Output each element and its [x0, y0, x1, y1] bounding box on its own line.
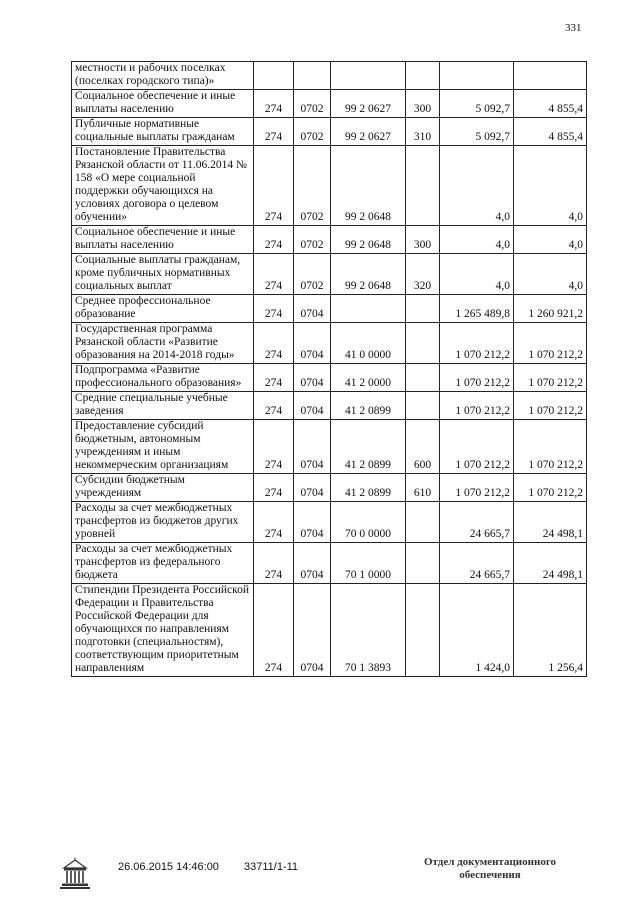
row-name-cell: Субсидии бюджетным учреждениям [72, 474, 254, 502]
row-article-code-cell: 99 2 0648 [331, 254, 406, 295]
row-name-cell: Публичные нормативные социальные выплаты гражданам [72, 118, 254, 146]
row-admin-code-cell: 274 [254, 474, 294, 502]
row-name-cell: Подпрограмма «Развитие профессионального образования» [72, 364, 254, 392]
table-row [72, 543, 587, 584]
row-section-code-cell: 0704 [294, 584, 331, 677]
table-row [72, 254, 587, 295]
row-article-code-cell: 70 1 0000 [331, 543, 406, 584]
table-row [72, 364, 587, 392]
row-name-cell: местности и рабочих поселках (поселках городского типа)» [72, 62, 254, 90]
row-admin-code-cell: 274 [254, 420, 294, 474]
row-article-code-cell: 99 2 0627 [331, 118, 406, 146]
row-expense-type-cell: 300 [406, 90, 440, 118]
row-admin-code-cell: 274 [254, 295, 294, 323]
row-admin-code-cell: 274 [254, 584, 294, 677]
row-amount-planned-cell: 24 665,7 [440, 502, 514, 543]
row-expense-type-cell: 300 [406, 226, 440, 254]
row-section-code-cell: 0704 [294, 323, 331, 364]
row-admin-code-cell: 274 [254, 392, 294, 420]
row-amount-planned-cell: 1 070 212,2 [440, 323, 514, 364]
table-row [72, 90, 587, 118]
row-expense-type-cell [406, 323, 440, 364]
duma-building-emblem-icon [58, 857, 92, 891]
row-section-code-cell: 0702 [294, 90, 331, 118]
row-amount-executed-cell: 4,0 [514, 226, 587, 254]
row-admin-code-cell: 274 [254, 543, 294, 584]
row-name-cell: Предоставление субсидий бюджетным, автономным учреждениям и иным некоммерческим организациям [72, 420, 254, 474]
row-section-code-cell: 0702 [294, 146, 331, 226]
row-name-cell: Социальное обеспечение и иные выплаты населению [72, 90, 254, 118]
row-amount-planned-cell: 5 092,7 [440, 90, 514, 118]
row-admin-code-cell: 274 [254, 254, 294, 295]
row-amount-executed-cell: 1 070 212,2 [514, 474, 587, 502]
row-amount-planned-cell: 5 092,7 [440, 118, 514, 146]
row-article-code-cell: 99 2 0648 [331, 146, 406, 226]
row-article-code-cell: 41 2 0899 [331, 392, 406, 420]
budget-table-body [72, 62, 587, 677]
row-name-cell: Расходы за счет межбюджетных трансфертов из бюджетов других уровней [72, 502, 254, 543]
print-timestamp: 26.06.2015 14:46:00 [118, 861, 219, 873]
row-amount-executed-cell: 1 070 212,2 [514, 364, 587, 392]
table-row [72, 392, 587, 420]
row-article-code-cell [331, 295, 406, 323]
table-row [72, 474, 587, 502]
row-article-code-cell: 99 2 0627 [331, 90, 406, 118]
row-amount-executed-cell: 24 498,1 [514, 543, 587, 584]
row-article-code-cell [331, 62, 406, 90]
row-amount-planned-cell: 1 070 212,2 [440, 420, 514, 474]
row-section-code-cell: 0704 [294, 364, 331, 392]
row-expense-type-cell [406, 543, 440, 584]
row-section-code-cell: 0704 [294, 392, 331, 420]
row-amount-executed-cell [514, 62, 587, 90]
row-admin-code-cell: 274 [254, 90, 294, 118]
row-admin-code-cell: 274 [254, 364, 294, 392]
row-article-code-cell: 41 2 0000 [331, 364, 406, 392]
row-expense-type-cell [406, 295, 440, 323]
department-stamp-line-1: Отдел документационного [423, 856, 557, 868]
row-section-code-cell: 0704 [294, 502, 331, 543]
row-amount-planned-cell: 1 070 212,2 [440, 474, 514, 502]
row-name-cell: Расходы за счет межбюджетных трансфертов из федерального бюджета [72, 543, 254, 584]
table-row [72, 295, 587, 323]
row-name-cell: Стипендии Президента Российской Федерации и Правительства Российской Федерации для обучающихся по направлениям подготовки (специальностям), соответствующим приоритетным направлениям [72, 584, 254, 677]
row-amount-executed-cell: 4,0 [514, 146, 587, 226]
row-section-code-cell: 0704 [294, 295, 331, 323]
row-section-code-cell: 0702 [294, 118, 331, 146]
row-name-cell: Средние специальные учебные заведения [72, 392, 254, 420]
row-admin-code-cell: 274 [254, 146, 294, 226]
row-expense-type-cell [406, 62, 440, 90]
row-article-code-cell: 41 2 0899 [331, 474, 406, 502]
row-name-cell: Государственная программа Рязанской области «Развитие образования на 2014-2018 годы» [72, 323, 254, 364]
row-expense-type-cell [406, 146, 440, 226]
table-row [72, 420, 587, 474]
row-amount-executed-cell: 4 855,4 [514, 90, 587, 118]
row-article-code-cell: 99 2 0648 [331, 226, 406, 254]
table-row [72, 323, 587, 364]
row-section-code-cell: 0704 [294, 420, 331, 474]
row-name-cell: Среднее профессиональное образование [72, 295, 254, 323]
row-section-code-cell: 0704 [294, 543, 331, 584]
row-amount-planned-cell: 1 424,0 [440, 584, 514, 677]
row-section-code-cell [294, 62, 331, 90]
row-amount-planned-cell: 1 265 489,8 [440, 295, 514, 323]
row-amount-planned-cell [440, 62, 514, 90]
row-article-code-cell: 41 2 0899 [331, 420, 406, 474]
table-row [72, 226, 587, 254]
row-expense-type-cell [406, 502, 440, 543]
row-admin-code-cell: 274 [254, 226, 294, 254]
row-section-code-cell: 0702 [294, 254, 331, 295]
row-section-code-cell: 0704 [294, 474, 331, 502]
row-section-code-cell: 0702 [294, 226, 331, 254]
table-row [72, 502, 587, 543]
table-row [72, 118, 587, 146]
row-amount-executed-cell: 4,0 [514, 254, 587, 295]
row-name-cell: Постановление Правительства Рязанской области от 11.06.2014 № 158 «О мере социальной поддержки обучающихся на условиях договора о целевом обучении» [72, 146, 254, 226]
row-expense-type-cell [406, 392, 440, 420]
row-article-code-cell: 70 1 3893 [331, 584, 406, 677]
row-amount-planned-cell: 4,0 [440, 146, 514, 226]
row-name-cell: Социальное обеспечение и иные выплаты населению [72, 226, 254, 254]
row-amount-executed-cell: 1 070 212,2 [514, 392, 587, 420]
row-amount-planned-cell: 4,0 [440, 226, 514, 254]
row-expense-type-cell [406, 584, 440, 677]
row-expense-type-cell [406, 364, 440, 392]
row-admin-code-cell [254, 62, 294, 90]
row-amount-planned-cell: 1 070 212,2 [440, 392, 514, 420]
row-expense-type-cell: 320 [406, 254, 440, 295]
row-amount-executed-cell: 24 498,1 [514, 502, 587, 543]
row-expense-type-cell: 310 [406, 118, 440, 146]
row-amount-planned-cell: 24 665,7 [440, 543, 514, 584]
row-amount-executed-cell: 1 070 212,2 [514, 323, 587, 364]
row-admin-code-cell: 274 [254, 323, 294, 364]
row-admin-code-cell: 274 [254, 118, 294, 146]
row-expense-type-cell: 600 [406, 420, 440, 474]
table-row [72, 146, 587, 226]
row-admin-code-cell: 274 [254, 502, 294, 543]
row-amount-executed-cell: 4 855,4 [514, 118, 587, 146]
row-amount-executed-cell: 1 070 212,2 [514, 420, 587, 474]
row-amount-planned-cell: 1 070 212,2 [440, 364, 514, 392]
row-name-cell: Социальные выплаты гражданам, кроме публичных нормативных социальных выплат [72, 254, 254, 295]
budget-table [71, 61, 587, 677]
department-stamp [405, 856, 575, 882]
document-number: 33711/1-11 [244, 861, 299, 873]
row-amount-planned-cell: 4,0 [440, 254, 514, 295]
page-number: 331 [565, 22, 582, 34]
table-row [72, 584, 587, 677]
row-amount-executed-cell: 1 260 921,2 [514, 295, 587, 323]
row-amount-executed-cell: 1 256,4 [514, 584, 587, 677]
table-row [72, 62, 587, 90]
row-article-code-cell: 70 0 0000 [331, 502, 406, 543]
row-expense-type-cell: 610 [406, 474, 440, 502]
row-article-code-cell: 41 0 0000 [331, 323, 406, 364]
department-stamp-line-2: обеспечения [459, 869, 521, 881]
